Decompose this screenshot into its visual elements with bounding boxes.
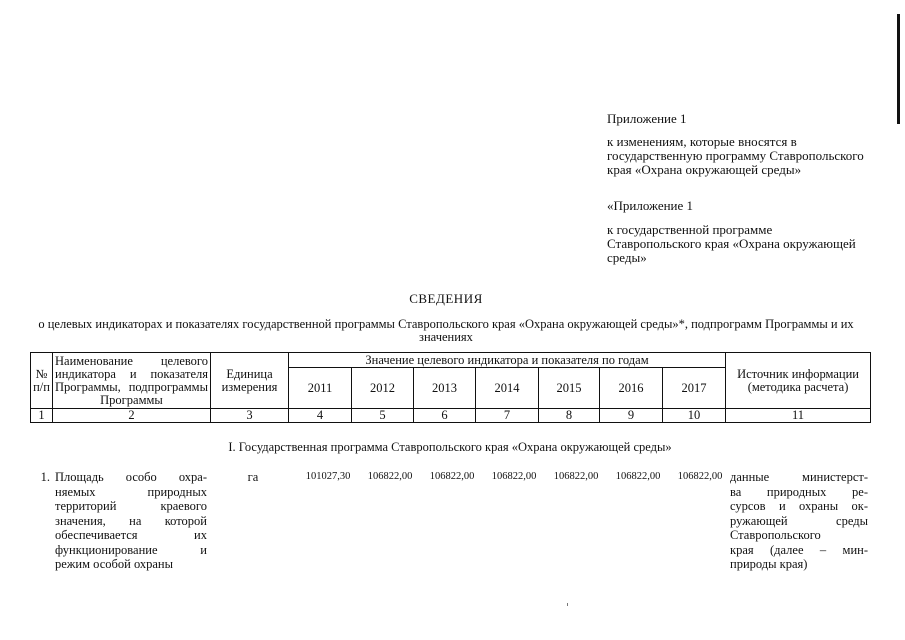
header-name: Наименование целевого индикатора и показателя Программы, подпрограммы Программы	[53, 353, 211, 409]
indicators-table	[30, 352, 871, 423]
section-heading: I. Государственная программа Ставропольского края «Охрана окружающей среды»	[228, 440, 672, 454]
header-year: 2016	[600, 368, 663, 409]
indicator-name-line: обеспечивается их	[55, 528, 207, 542]
column-number: 2	[53, 409, 211, 423]
column-number: 9	[600, 409, 663, 423]
header-values-group: Значение целевого индикатора и показателя по годам	[289, 353, 726, 368]
scan-speck	[567, 603, 568, 606]
indicator-name-line: режим особой охраны	[55, 557, 174, 571]
document-subtitle: о целевых индикаторах и показателях государственной программы Ставропольского края «Охрана окружающей среды»*, подпрограмм Программы и их значениях	[38, 317, 854, 344]
value-cell: 101027,30	[305, 471, 351, 482]
header-unit: Единица измерения	[211, 353, 289, 409]
header-source: Источник информации (методика расчета)	[726, 353, 871, 409]
header-year: 2017	[663, 368, 726, 409]
column-number: 11	[726, 409, 871, 423]
column-number: 6	[414, 409, 476, 423]
column-number: 1	[31, 409, 53, 423]
column-number: 10	[663, 409, 726, 423]
indicator-name	[55, 470, 207, 572]
indicator-name-line: Площадь особо охра-	[55, 470, 207, 484]
value-cell: 106822,00	[491, 471, 537, 482]
indicator-name-line: территорий краевого	[55, 499, 207, 513]
value-cell: 106822,00	[677, 471, 723, 482]
header-year: 2015	[539, 368, 600, 409]
source-line: данные министерст-	[730, 470, 868, 484]
source-line: сурсов и охраны ок-	[730, 499, 868, 513]
source-line: ва природных ре-	[730, 484, 868, 499]
indicator-name-line: няемых природных	[55, 484, 207, 499]
value-cell: 106822,00	[615, 471, 661, 482]
indicator-name-line: функционирование и	[55, 542, 207, 557]
header-year: 2013	[414, 368, 476, 409]
header-year: 2011	[289, 368, 352, 409]
value-cell: 106822,00	[367, 471, 413, 482]
annex2-title: «Приложение 1	[607, 198, 694, 213]
column-number: 8	[539, 409, 600, 423]
source-line: ружающей среды	[730, 513, 868, 528]
value-cell: 106822,00	[553, 471, 599, 482]
source-info	[730, 470, 868, 572]
margin-bar	[897, 14, 900, 124]
annex-text: к изменениям, которые вносятся в государственную программу Ставропольского края «Охрана окружающей среды»	[607, 134, 864, 177]
header-year: 2012	[352, 368, 414, 409]
annex2-text: к государственной программе Ставропольского края «Охрана окружающей среды»	[607, 222, 856, 265]
column-number: 7	[476, 409, 539, 423]
header-no: № п/п	[31, 353, 53, 409]
source-line: Ставропольского	[730, 528, 821, 542]
unit-value: га	[247, 470, 259, 484]
source-line: природы края)	[730, 557, 808, 571]
indicator-name-line: значения, на которой	[55, 513, 207, 528]
value-cell: 106822,00	[429, 471, 475, 482]
source-line: края (далее – мин-	[730, 542, 868, 557]
annex-title: Приложение 1	[607, 111, 687, 126]
header-year: 2014	[476, 368, 539, 409]
document-title: СВЕДЕНИЯ	[409, 291, 483, 306]
row-number: 1.	[40, 470, 50, 484]
column-number: 3	[211, 409, 289, 423]
column-number: 5	[352, 409, 414, 423]
column-number: 4	[289, 409, 352, 423]
